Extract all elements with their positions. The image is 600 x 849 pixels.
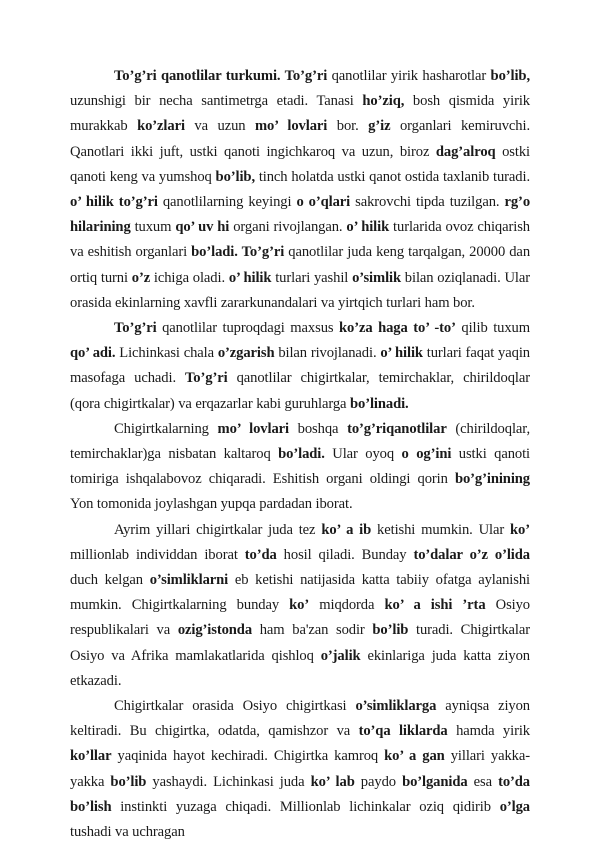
text-run: Osiyo respublikalari va [70, 597, 530, 639]
bold-text-run: ho’ziq, [362, 93, 405, 110]
bold-text-run: bo’lib [110, 773, 147, 790]
text-run: eb ketishi natijasida katta tabiiy ofatga aylanishi mumkin. Chigirtkalarning bunday [70, 572, 530, 614]
bold-text-run: To’g’ri qanotlilar turkumi. To’g’ri [114, 68, 328, 84]
bold-text-run: bo’ladi. [278, 446, 325, 463]
paragraph [70, 316, 530, 417]
bold-text-run: bo’lib, [215, 168, 255, 185]
bold-text-run: To’g’ri [185, 370, 228, 387]
text-run: qilib tuxum [455, 320, 530, 337]
bold-text-run: bo’lib, [490, 68, 530, 84]
text-run: ekinlariga juda katta ziyon etkazadi. [70, 647, 530, 689]
bold-text-run: o’zgarish [217, 345, 275, 362]
text-run: qanotlilar chigirtkalar, temirchaklar, chirildoqlar (qora chigirtkalar) va erqazarlar kabi guruhlarga [70, 370, 530, 412]
text-run: yashaydi. Lichinkasi juda [146, 773, 311, 790]
text-run: tinch holatda ustki qanot ostida taxlanib turadi. [255, 168, 530, 185]
text-run: hosil qiladi. Bunday [276, 546, 414, 563]
text-run: qanotlilarning keyingi [157, 194, 297, 211]
bold-text-run: o’simliklarni [149, 572, 229, 589]
bold-text-run: o’lga [499, 798, 530, 815]
bold-text-run: o’simlik [352, 269, 401, 286]
bold-text-run: qo’ adi. [70, 345, 116, 362]
text-run: sakrovchi tipda tuzilgan. [350, 194, 505, 211]
text-run: Chigirtkalar orasida Osiyo chigirtkasi [114, 698, 356, 715]
text-run: uzunshigi bir necha santimetrga etadi. Tanasi [70, 93, 363, 110]
bold-text-run: o’ hilik [228, 269, 272, 286]
bold-text-run: ko’ [510, 521, 531, 538]
text-run: miqdorda [309, 597, 385, 614]
text-run: Ular oyoq [324, 446, 402, 463]
text-run: bilan rivojlanadi. [274, 345, 381, 362]
bold-text-run: o’ hilik [380, 345, 423, 362]
text-run: duch kelgan [70, 572, 150, 589]
text-run: ketishi mumkin. Ular [371, 521, 511, 538]
bold-text-run: qo’ uv hi [175, 219, 230, 236]
text-run: yaqinida hayot kechiradi. Chigirtka kamroq [111, 748, 385, 765]
bold-text-run: bo’lganida [402, 773, 468, 790]
text-run: hamda yirik [447, 723, 530, 740]
bold-text-run: to’da [244, 546, 277, 563]
text-run: millionlab individdan iborat [70, 546, 245, 563]
text-run: qanotlilar yirik hasharotlar [327, 68, 491, 84]
bold-text-run: o’ hilik to’g’ri [70, 194, 158, 211]
bold-text-run: ko’za haga to’ -to’ [339, 320, 456, 337]
text-run: organi rivojlangan. [229, 219, 347, 236]
bold-text-run: o og’ini [401, 446, 452, 463]
text-run: Chigirtkalarning [114, 420, 218, 437]
paragraph [70, 417, 530, 518]
bold-text-run: to’qa liklarda [358, 723, 448, 740]
text-run: tushadi va uchragan [70, 824, 185, 841]
bold-text-run: o’z [131, 269, 151, 286]
text-run: turlari yashil [271, 269, 353, 286]
paragraph [70, 64, 530, 316]
text-run: ostki qanoti keng va yumshoq [70, 143, 530, 185]
text-run: paydo [354, 773, 403, 790]
bold-text-run: o’simliklarga [355, 698, 437, 715]
bold-text-run: ozig’istonda [177, 622, 253, 639]
bold-text-run: ko’zlari [137, 118, 185, 135]
text-run: bosh qismida yirik murakkab [70, 93, 530, 135]
text-run: bor. [327, 118, 369, 135]
bold-text-run: bo’g’inining [454, 471, 530, 488]
bold-text-run: to’g’riqanotlilar [347, 420, 447, 437]
paragraph [70, 518, 530, 694]
bold-text-run: bo’ladi. To’g’ri [191, 244, 285, 261]
bold-text-run: mo’ lovlari [217, 420, 289, 437]
bold-text-run: o’ hilik [346, 219, 390, 236]
bold-text-run: o’jalik [320, 647, 361, 664]
bold-text-run: mo’ lovlari [254, 118, 328, 135]
text-run: yillari yakka-yakka [70, 748, 530, 790]
text-run: bilan oziqlanadi. Ular orasida ekinlarning xavfli zararkunandalari va yirtqich turlari ham bor. [70, 269, 530, 311]
bold-text-run: ko’llar [70, 748, 112, 765]
bold-text-run: to’dalar o’z o’lida [413, 546, 530, 563]
bold-text-run: rg’o hilarining [70, 194, 531, 236]
bold-text-run: to’da bo’lish [70, 773, 530, 815]
text-run: ham ba'zan sodir [252, 622, 373, 639]
bold-text-run: g’iz [368, 118, 391, 135]
text-run: esa [467, 773, 499, 790]
text-run: turlari faqat yaqin masofaga uchadi. [70, 345, 530, 387]
bold-text-run: To’g’ri [114, 320, 157, 337]
text-run: instinkti yuzaga chiqadi. Millionlab lichinkalar oziq qidirib [111, 798, 500, 815]
text-run: va uzun [184, 118, 255, 135]
text-run: qanotlilar juda keng tarqalgan, 20000 dan ortiq turni [70, 244, 531, 286]
text-run: turadi. Chigirtkalar Osiyo va Afrika mamlakatlarida qishloq [70, 622, 530, 664]
bold-text-run: o o’qlari [296, 194, 351, 211]
bold-text-run: ko’ a ishi ’rta [384, 597, 486, 614]
bold-text-run: ko’ a ib [321, 521, 372, 538]
text-run: ayniqsa ziyon keltiradi. Bu chigirtka, odatda, qamishzor va [70, 698, 530, 740]
text-run: Ayrim yillari chigirtkalar juda tez [114, 521, 322, 538]
text-run: qanotlilar tuproqdagi maxsus [156, 320, 340, 337]
bold-text-run: dag’alroq [435, 143, 496, 160]
paragraph [70, 694, 530, 845]
text-run: organlari kemiruvchi. Qanotlari ikki juft, ustki qanoti ingichkaroq va uzun, biroz [70, 118, 531, 160]
text-run: ichiga oladi. [150, 269, 229, 286]
bold-text-run: ko’ lab [310, 773, 355, 790]
bold-text-run: bo’lib [372, 622, 409, 639]
text-run: turlarida ovoz chiqarish va eshitish organlari [70, 219, 530, 261]
text-run: Lichinkasi chala [115, 345, 218, 362]
bold-text-run: ko’ [289, 597, 310, 614]
bold-text-run: bo’linadi. [349, 395, 409, 412]
text-run: Yon tomonida joylashgan yupqa pardadan iborat. [70, 496, 353, 513]
text-run: (chirildoqlar, temirchaklar)ga nisbatan kaltaroq [70, 420, 530, 463]
text-run: boshqa [288, 420, 348, 437]
text-run: tuxum [130, 219, 176, 236]
bold-text-run: ko’ a gan [384, 748, 445, 765]
text-run: ustki qanoti tomiriga ishqalabovoz chiqaradi. Eshitish organi oldingi qorin [70, 446, 531, 488]
